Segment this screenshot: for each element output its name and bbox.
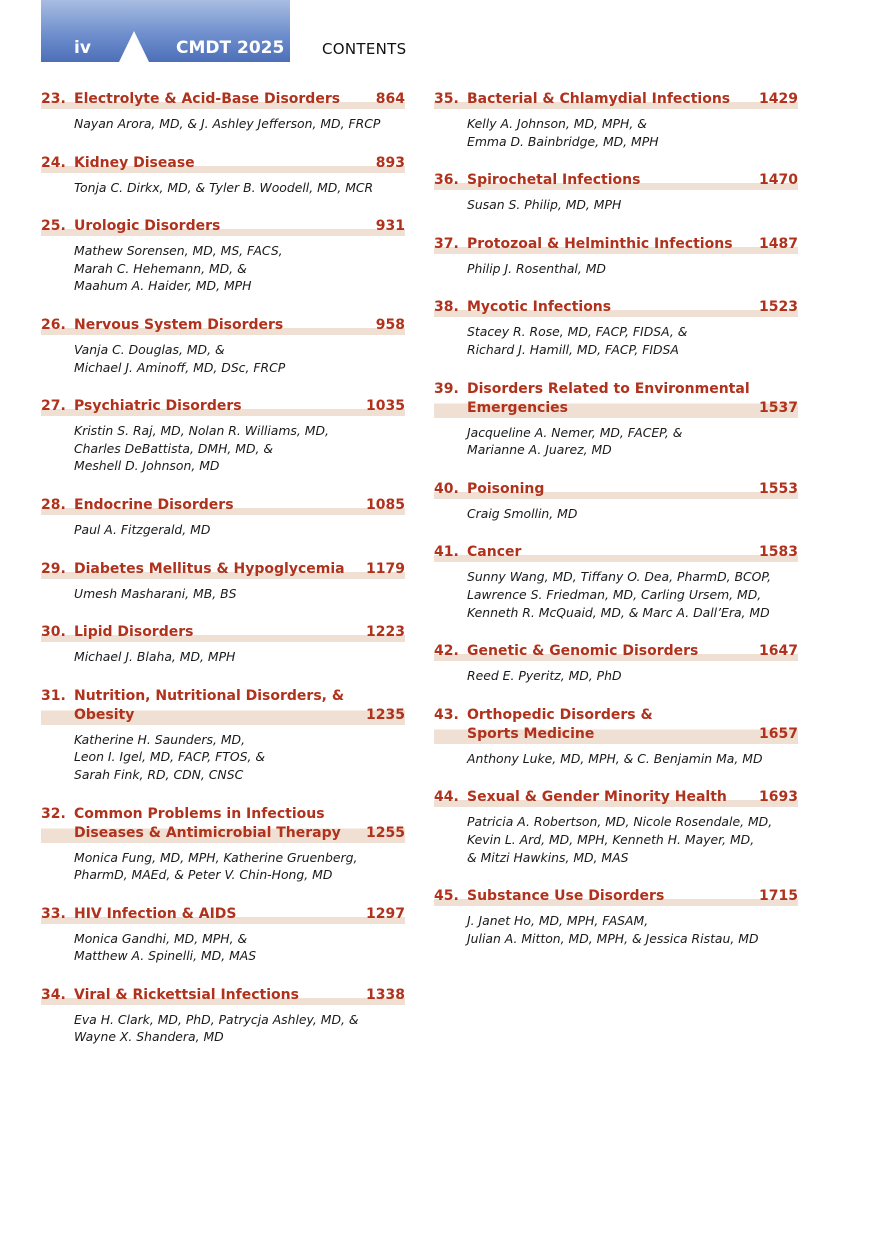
author-line: & Mitzi Hawkins, MD, MAS (467, 849, 629, 865)
chapter-heading (434, 887, 798, 906)
chapter-number: 26. (41, 316, 66, 333)
page-number: iv (74, 38, 91, 58)
chapter-page-number: 893 (375, 154, 405, 171)
author-line: Matthew A. Spinelli, MD, MAS (74, 948, 257, 964)
toc-entry (41, 687, 405, 784)
chapter-title: Sports Medicine (467, 725, 595, 742)
chapter-page-number: 1583 (759, 544, 798, 561)
chapter-title: Common Problems in Infectious (74, 805, 325, 822)
chapter-authors (467, 568, 798, 621)
toc-entry (434, 788, 798, 866)
chapter-number: 33. (41, 905, 66, 922)
chapter-heading (434, 706, 798, 744)
author-line: Leon I. Igel, MD, FACP, FTOS, & (74, 749, 266, 765)
chapter-number: 25. (41, 218, 66, 235)
author-line: Jacqueline A. Nemer, MD, FACEP, & (467, 424, 683, 440)
chapter-heading (434, 171, 798, 190)
chapter-title: Emergencies (467, 399, 568, 416)
author-line: Philip J. Rosenthal, MD (467, 260, 606, 276)
author-line: Kenneth R. McQuaid, MD, & Marc A. Dall’Era, MD (467, 604, 770, 620)
chapter-number: 29. (41, 560, 66, 577)
chapter-authors (74, 179, 405, 197)
chapter-title-line (41, 986, 405, 1005)
author-line: Reed E. Pyeritz, MD, PhD (467, 668, 622, 684)
author-line: Richard J. Hamill, MD, FACP, FIDSA (467, 341, 679, 357)
toc-entry (41, 986, 405, 1046)
chapter-authors (74, 930, 405, 965)
author-line: Patricia A. Robertson, MD, Nicole Rosendale, MD, (467, 814, 773, 830)
chapter-title-line (434, 887, 798, 906)
toc-entry (41, 397, 405, 475)
toc-entry (434, 298, 798, 358)
toc-column-left (41, 90, 405, 1067)
author-line: Marah C. Hehemann, MD, & (74, 260, 247, 276)
chapter-authors (74, 585, 405, 603)
chapter-title-line (434, 235, 798, 254)
author-line: Kelly A. Johnson, MD, MPH, & (467, 116, 647, 131)
chapter-title-line (41, 905, 405, 924)
chapter-page-number: 1537 (759, 399, 798, 416)
chapter-heading (41, 397, 405, 416)
chapter-authors (467, 260, 798, 278)
chapter-title: Electrolyte & Acid-Base Disorders (74, 91, 341, 107)
author-line: Maahum A. Haider, MD, MPH (74, 278, 252, 294)
chapter-title: Urologic Disorders (74, 218, 221, 235)
toc-entry (41, 217, 405, 295)
chapter-authors (74, 115, 405, 133)
author-line: Michael J. Blaha, MD, MPH (74, 649, 236, 665)
chapter-title: Viral & Rickettsial Infections (74, 986, 299, 1003)
chapter-title-line (41, 496, 405, 515)
chapter-number: 24. (41, 154, 66, 171)
chapter-title: Lipid Disorders (74, 624, 194, 641)
author-line: Mathew Sorensen, MD, MS, FACS, (74, 243, 283, 259)
author-line: Wayne X. Shandera, MD (74, 1029, 224, 1045)
chapter-heading (41, 986, 405, 1005)
chapter-title-line (41, 397, 405, 416)
chapter-heading (41, 90, 405, 109)
chapter-authors (467, 667, 798, 685)
chapter-heading (41, 805, 405, 843)
chapter-authors (74, 242, 405, 295)
chapter-title: Kidney Disease (74, 154, 195, 171)
author-line: Kristin S. Raj, MD, Nolan R. Williams, MD, (74, 423, 329, 439)
chapter-title-line (41, 805, 405, 824)
chapter-number: 36. (434, 172, 459, 189)
chapter-page-number: 958 (375, 316, 405, 333)
toc-entry (41, 805, 405, 884)
author-line: Emma D. Bainbridge, MD, MPH (467, 133, 659, 149)
chapter-number: 28. (41, 496, 66, 513)
author-line: Sunny Wang, MD, Tiffany O. Dea, PharmD, BCOP, (467, 569, 772, 585)
chapter-title: Disorders Related to Environmental (467, 380, 750, 397)
author-line: Tonja C. Dirkx, MD, & Tyler B. Woodell, MD, MCR (74, 179, 374, 195)
chapter-title: Mycotic Infections (467, 299, 612, 316)
chapter-title: Protozoal & Helminthic Infections (467, 235, 733, 252)
chapter-authors (467, 505, 798, 523)
chapter-heading (41, 316, 405, 335)
chapter-heading (41, 496, 405, 515)
chapter-title-line (434, 298, 798, 317)
author-line: Nayan Arora, MD, & J. Ashley Jefferson, MD, FRCP (74, 116, 381, 131)
chapter-title-line (41, 316, 405, 335)
chapter-title: Substance Use Disorders (467, 888, 665, 905)
chapter-number: 41. (434, 544, 459, 561)
author-line: Umesh Masharani, MB, BS (74, 585, 237, 601)
author-line: Paul A. Fitzgerald, MD (74, 521, 211, 537)
author-line: Eva H. Clark, MD, PhD, Patrycja Ashley, MD, & (74, 1011, 359, 1027)
author-line: Marianne A. Juarez, MD (467, 442, 612, 458)
author-line: PharmD, MAEd, & Peter V. Chin-Hong, MD (74, 867, 333, 883)
chapter-heading (434, 298, 798, 317)
chapter-number: 30. (41, 624, 66, 641)
chapter-title-line (434, 380, 798, 399)
toc-entry (41, 905, 405, 965)
chapter-title-line (434, 90, 798, 109)
chapter-title-line (41, 90, 405, 109)
chapter-number: 38. (434, 299, 459, 316)
chapter-title-line (41, 217, 405, 236)
chapter-title-line (434, 706, 798, 725)
chapter-number: 37. (434, 235, 459, 252)
chapter-title-line (41, 824, 405, 843)
author-line: J. Janet Ho, MD, MPH, FASAM, (467, 913, 649, 929)
chapter-number: 45. (434, 888, 459, 905)
chapter-page-number: 1297 (366, 905, 405, 922)
chapter-page-number: 931 (375, 218, 405, 235)
chapter-title: Bacterial & Chlamydial Infections (467, 91, 731, 107)
chapter-authors (467, 115, 798, 150)
chapter-title-line (434, 171, 798, 190)
chapter-title-line (41, 154, 405, 173)
chapter-heading (434, 788, 798, 807)
chapter-heading (41, 687, 405, 725)
chapter-page-number: 1035 (366, 398, 405, 415)
chapter-page-number: 1657 (759, 725, 798, 742)
author-line: Meshell D. Johnson, MD (74, 458, 220, 474)
author-line: Susan S. Philip, MD, MPH (467, 197, 622, 213)
author-line: Vanja C. Douglas, MD, & (74, 341, 225, 357)
toc-entry (434, 90, 798, 150)
chapter-title: Cancer (467, 544, 522, 561)
chapter-number: 39. (434, 380, 459, 397)
chapter-number: 40. (434, 480, 459, 497)
chapter-number: 43. (434, 706, 459, 723)
toc-entry (434, 543, 798, 621)
author-line: Sarah Fink, RD, CDN, CNSC (74, 766, 244, 782)
chapter-title-line (41, 623, 405, 642)
chapter-page-number: 1523 (759, 299, 798, 316)
chapter-authors (467, 912, 798, 947)
author-line: Kevin L. Ard, MD, MPH, Kenneth H. Mayer, MD, (467, 831, 755, 847)
toc-entry (434, 706, 798, 768)
toc-entry (434, 480, 798, 523)
chapter-page-number: 1179 (366, 560, 405, 577)
chapter-authors (74, 731, 405, 784)
chapter-page-number: 1255 (366, 824, 405, 841)
toc-entry (434, 235, 798, 278)
chapter-page-number: 1693 (759, 789, 798, 806)
chapter-title-line (434, 480, 798, 499)
toc-entry (434, 380, 798, 459)
toc-entry (41, 90, 405, 133)
author-line: Lawrence S. Friedman, MD, Carling Ursem, MD, (467, 586, 762, 602)
chapter-title-line (434, 543, 798, 562)
section-title: CONTENTS (322, 40, 407, 58)
toc-entry (41, 154, 405, 197)
toc-entry (41, 316, 405, 376)
chapter-page-number: 1487 (759, 235, 798, 252)
chapter-heading (41, 560, 405, 579)
chapter-page-number: 1715 (759, 888, 798, 905)
chapter-title: Poisoning (467, 480, 545, 497)
author-line: Monica Gandhi, MD, MPH, & (74, 930, 248, 946)
chapter-number: 23. (41, 91, 66, 107)
chapter-page-number: 864 (375, 91, 405, 107)
chapter-page-number: 1647 (759, 643, 798, 660)
chapter-title-line (434, 788, 798, 807)
chapter-page-number: 1235 (366, 706, 405, 723)
author-line: Charles DeBattista, DMH, MD, & (74, 440, 274, 456)
chapter-heading (41, 623, 405, 642)
chapter-title-line (41, 560, 405, 579)
chapter-number: 35. (434, 91, 459, 107)
chapter-authors (467, 196, 798, 214)
chapter-authors (74, 521, 405, 539)
book-title: CMDT 2025 (176, 38, 285, 58)
chapter-heading (41, 154, 405, 173)
chapter-page-number: 1085 (366, 496, 405, 513)
chapter-authors (74, 849, 405, 884)
chapter-number: 44. (434, 789, 459, 806)
author-line: Julian A. Mitton, MD, MPH, & Jessica Ristau, MD (467, 930, 759, 946)
chapter-title-line (41, 706, 405, 725)
chapter-authors (74, 1011, 405, 1046)
chapter-heading (41, 217, 405, 236)
chapter-page-number: 1338 (366, 986, 405, 1003)
toc-entry (434, 171, 798, 214)
chapter-title: Spirochetal Infections (467, 172, 641, 189)
author-line: Anthony Luke, MD, MPH, & C. Benjamin Ma, MD (467, 750, 763, 766)
toc-entry (41, 560, 405, 603)
chapter-heading (434, 543, 798, 562)
chapter-page-number: 1470 (759, 172, 798, 189)
chapter-number: 32. (41, 805, 66, 822)
toc-entry (434, 887, 798, 947)
chapter-heading (434, 235, 798, 254)
chapter-number: 27. (41, 398, 66, 415)
chapter-title: Diseases & Antimicrobial Therapy (74, 824, 341, 841)
chapter-title: Nervous System Disorders (74, 316, 284, 333)
chapter-heading (434, 642, 798, 661)
toc-entry (434, 642, 798, 685)
chapter-heading (434, 90, 798, 109)
chapter-authors (467, 323, 798, 358)
chapter-title: Diabetes Mellitus & Hypoglycemia (74, 560, 345, 577)
toc-column-right (434, 90, 798, 968)
chapter-title-line (434, 725, 798, 744)
chapter-authors (74, 341, 405, 376)
chapter-title: Nutrition, Nutritional Disorders, & (74, 687, 345, 704)
author-line: Michael J. Aminoff, MD, DSc, FRCP (74, 359, 286, 375)
chapter-title: Sexual & Gender Minority Health (467, 789, 727, 806)
toc-entry (41, 623, 405, 666)
chapter-title: Genetic & Genomic Disorders (467, 643, 699, 660)
chapter-number: 42. (434, 643, 459, 660)
chapter-title-line (434, 642, 798, 661)
chapter-page-number: 1553 (759, 480, 798, 497)
chapter-authors (467, 424, 798, 459)
chapter-title: Psychiatric Disorders (74, 398, 242, 415)
chapter-title: Endocrine Disorders (74, 496, 234, 513)
author-line: Monica Fung, MD, MPH, Katherine Gruenberg, (74, 849, 358, 865)
chapter-heading (434, 480, 798, 499)
chapter-number: 31. (41, 687, 66, 704)
chapter-title: Orthopedic Disorders & (467, 706, 653, 723)
chapter-heading (41, 905, 405, 924)
author-line: Stacey R. Rose, MD, FACP, FIDSA, & (467, 324, 688, 340)
toc-entry (41, 496, 405, 539)
chapter-title: Obesity (74, 706, 135, 723)
author-line: Craig Smollin, MD (467, 505, 578, 521)
chapter-heading (434, 380, 798, 418)
chapter-number: 34. (41, 986, 66, 1003)
chapter-title-line (41, 687, 405, 706)
chapter-title: HIV Infection & AIDS (74, 905, 237, 922)
header-notch-decoration (119, 31, 149, 62)
chapter-authors (467, 750, 798, 768)
chapter-title-line (434, 399, 798, 418)
chapter-page-number: 1429 (759, 91, 798, 107)
chapter-page-number: 1223 (366, 624, 405, 641)
chapter-authors (74, 422, 405, 475)
chapter-authors (467, 813, 798, 866)
chapter-authors (74, 648, 405, 666)
author-line: Katherine H. Saunders, MD, (74, 731, 246, 747)
